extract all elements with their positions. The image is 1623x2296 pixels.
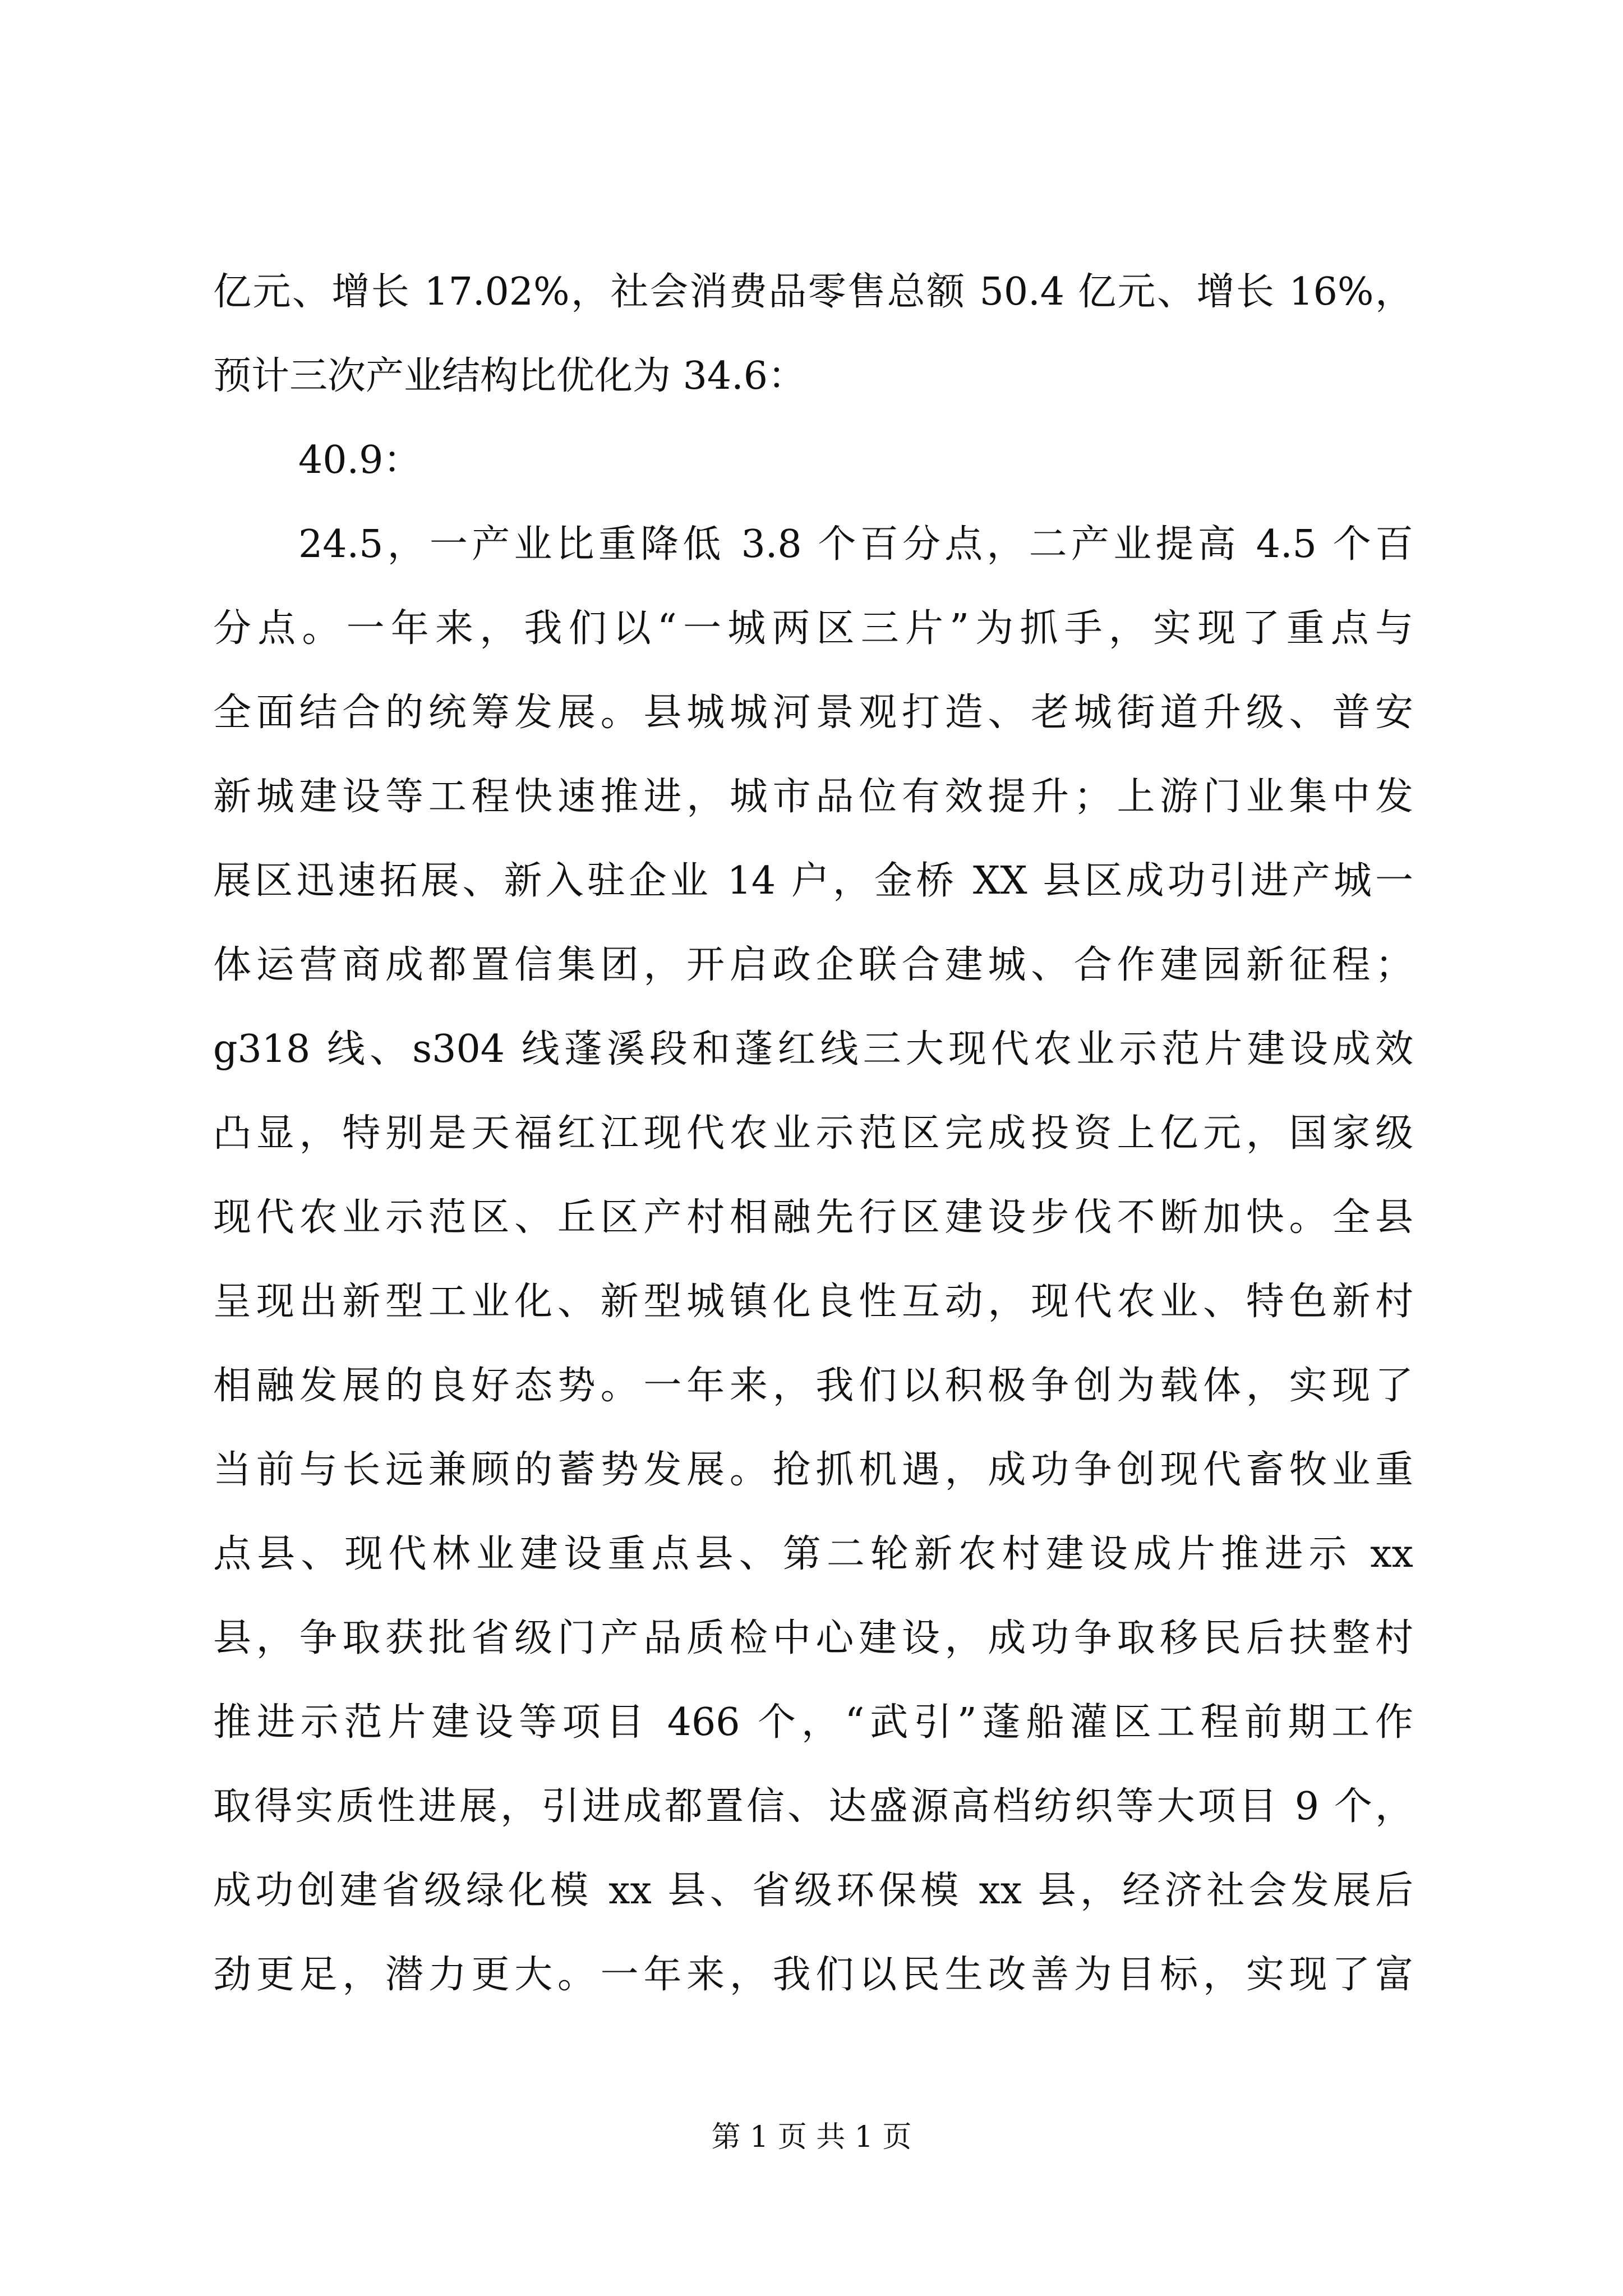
text-line-12: 现代农业示范区、丘区产村相融先行区建设步伐不断加快。全县 [213,1195,1413,1240]
text-line-4: 24.5，一产业比重降低 3.8 个百分点，二产业提高 4.5 个百 [298,522,1413,567]
text-line-15: 当前与长远兼顾的蓄势发展。抢抓机遇，成功争创现代畜牧业重 [213,1448,1413,1492]
text-line-18: 推进示范片建设等项目 466 个，“武引”蓬船灌区工程前期工作 [213,1700,1413,1745]
text-line-8: 展区迅速拓展、新入驻企业 14 户，金桥 XX 县区成功引进产城一 [213,859,1413,903]
text-line-5: 分点。一年来，我们以“一城两区三片”为抓手，实现了重点与 [213,606,1413,651]
text-line-13: 呈现出新型工业化、新型城镇化良性互动，现代农业、特色新村 [213,1280,1413,1324]
text-line-10: g318 线、s304 线蓬溪段和蓬红线三大现代农业示范片建设成效 [213,1027,1413,1071]
text-line-3: 40.9： [298,438,422,482]
text-line-16: 点县、现代林业建设重点县、第二轮新农村建设成片推进示 xx [213,1532,1413,1576]
text-line-7: 新城建设等工程快速推进，城市品位有效提升；上游门业集中发 [213,775,1413,819]
text-line-9: 体运营商成都置信集团，开启政企联合建城、合作建园新征程； [213,943,1413,987]
text-line-21: 劲更足，潜力更大。一年来，我们以民生改善为目标，实现了富 [213,1953,1413,1997]
text-line-6: 全面结合的统筹发展。县城城河景观打造、老城街道升级、普安 [213,691,1413,735]
text-line-1: 亿元、增长 17.02%，社会消费品零售总额 50.4 亿元、增长 16%， [213,270,1413,314]
text-line-11: 凸显，特别是天福红江现代农业示范区完成投资上亿元，国家级 [213,1111,1413,1156]
text-line-20: 成功创建省级绿化模 xx 县、省级环保模 xx 县，经济社会发展后 [213,1869,1413,1913]
text-line-2: 预计三次产业结构比优化为 34.6： [213,354,806,398]
text-line-19: 取得实质性进展，引进成都置信、达盛源高档纺织等大项目 9 个， [213,1784,1413,1829]
text-line-14: 相融发展的良好态势。一年来，我们以积极争创为载体，实现了 [213,1364,1413,1408]
text-line-17: 县，争取获批省级门产品质检中心建设，成功争取移民后扶整村 [213,1616,1413,1660]
page-footer: 第 1 页 共 1 页 [711,2120,912,2154]
